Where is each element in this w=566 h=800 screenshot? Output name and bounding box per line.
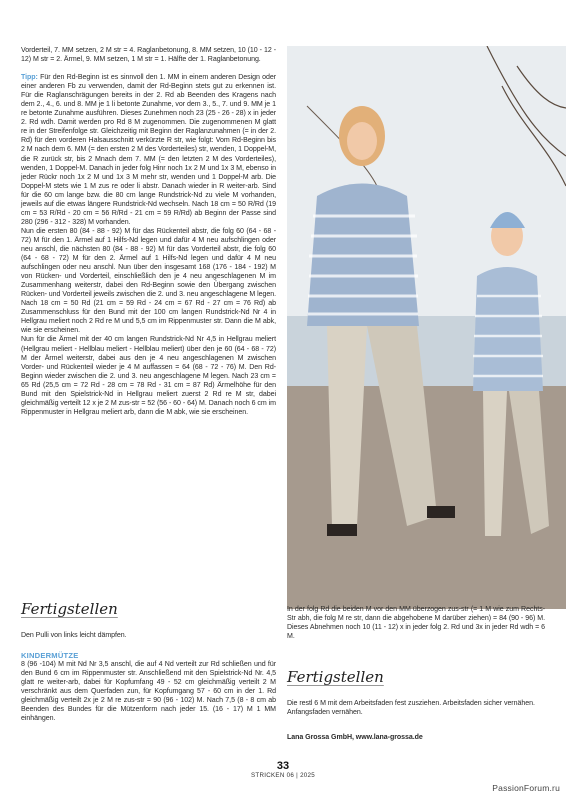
magazine-name: STRICKEN 06 | 2025 xyxy=(250,772,316,779)
body-paragraph-2: Nun die ersten 80 (84 - 88 - 92) M für das Rückenteil abstr, die folg 60 (64 - 68 - 72) M für den 1. Ärmel auf 1 Hilfs-Nd legen und dafür 4 M neu aufschlingen oder neu anschl, die nächsten 80 (84 - 88 - 92) M für das Vorderteil abstr, die folg 60 (64 - 68 - 72) M für den 2. Ärmel auf 1 Hilfs-Nd legen und dafür 4 M neu aufschlingen oder neu anschl. Nun über den insgesamt 168 (176 - 184 - 192) M von Rücken- und Vorderteil, einschließlich den je 4 neu angeschlagenen M im Zusammenhang weiterstr, dabei den Rd-Beginn sowie den Übergang zwischen Rücken- und Vorderteil jeweils zwischen die 2. und 3. neu angeschlagene M legen. Nach 18 cm = 50 Rd (21 cm = 59 Rd - 24 cm = 67 Rd - 27 cm = 76 Rd) ab Zusammenschluss für den Bund mit der 100 cm langen Rundstrick-Nd Nr 4 in Hellgrau meliert noch 2 Rd re M und 5,5 cm im Rippenmuster str. Dann die M abk, wie sie erscheinen. xyxy=(21,227,276,335)
right-continuation: In der folg Rd die beiden M vor den MM überzogen zus-str (= 1 M wie zum Rechts-Str abh, die folg M re str, dann die abgehobene M darüber ziehen) = 84 (90 - 96) M. Dieses Abnehmen noch 10 (11 - 12) x in jeder folg 2. Rd und 3x in jeder Rd wdh = 6 M. xyxy=(287,606,545,641)
hat-heading: KINDERMÜTZE xyxy=(21,651,79,660)
hat-section xyxy=(21,651,276,723)
finish-heading-right: Fertigstellen xyxy=(287,668,384,686)
page-footer xyxy=(0,760,566,779)
tip-body: Für den Rd-Beginn ist es sinnvoll den 1. MM in einem anderen Design oder einer anderen Fb zu verwenden, damit der Rd-Beginn stets gut zu erkennen ist. Für die Raglanschrägungen bereits in der 2. Rd ab Beenden des Kragens nach dem 2., 4., 6. und 8. MM je 1 li betonte Zunahme, vor dem 3., 5., 7. und 9. MM je 1 re betonte Zunahme ausführen. Dieses Zunehmen noch 23 (25 - 26 - 28) x in jeder 2. Rd wdh. Damit werden pro Rd 8 M zugenommen. Die zugenommenen M glatt re in der Streifenfolge str. Gleichzeitig mit Beginn der Raglanzunahmen (= in der 2. Rd) für den vorderen Halsausschnitt verkürzte R str, wie folgt: Vom Rd-Beginn bis 2 M nach dem 6. MM (= den ersten 2 M des Vorderteiles) str, wenden, 1 Doppel-M, die R zurück str, bis 2 Mnach dem 7. MM (= den letzten 2 M des Vorderteiles), wenden, 1 Doppel-M. Danach in jeder folg Hinr noch 1x 2 M und 1x 3 M, ebenso in jeder Rückr noch 1x 2 M und 1x 3 M mehr str, wenden und 1 Doppel-M arb. Die Doppel-M stets wie 1 M zus re oder li abstr. Danach wieder in R weiter-arb. Sind für die 60 cm lange bzw. die 80 cm lange Rundstrick-Nd zu viele M vorhanden, jeweils auf die etwas längere Rundstrick-Nd wechseln. Nach 18 cm = 50 R/Rd (19 cm = 53 R/Rd - 20 cm = 56 R/Rd - 21 cm = 59 R/Rd) ab Beginn der Passe sind 280 (296 - 312 - 328) M vorhanden. xyxy=(21,74,276,226)
finish-heading-left: Fertigstellen xyxy=(21,600,118,618)
finish-text-right: Die restl 6 M mit dem Arbeitsfaden fest zusziehen. Arbeitsfaden sicher vernähen. Anfangsfaden vernähen. xyxy=(287,700,535,717)
photo-illustration xyxy=(287,46,566,609)
intro-paragraph: Vorderteil, 7. MM setzen, 2 M str = 4. Raglanbetonung, 8. MM setzen, 10 (10 - 12 - 12) M str = 2. Ärmel, 9. MM setzen, 1 M str = 1. Hälfte der 1. Raglanbetonung. xyxy=(21,47,276,64)
right-column xyxy=(287,605,545,641)
finish-text-left: Den Pulli von links leicht dämpfen. xyxy=(21,632,127,639)
watermark: PassionForum.ru xyxy=(492,783,560,793)
hat-text: 8 (96 -104) M mit Nd Nr 3,5 anschl, die auf 4 Nd verteilt zur Rd schließen und für den Bund 6 cm im Rippenmuster str. Anschließend mit den Spielstrick-Nd Nr. 4,5 glatt re weiter-arb, dabei für Kopfumfang 49 - 52 cm gleichmäßig verteilt 2 M verschränkt aus dem Querfaden zun, für Kopfumgang 57 - 60 cm in der 1. Rd gleichmäßig verteilt 2x je 2 M re zus-str = 90 (96 - 102) M. Nach 7,5 (8 - 8 cm ab Beenden des Bundes für die Mützenform nach jeder 15. (16 - 17) M 1 MM einhängen. xyxy=(21,661,276,723)
page-number: 33 xyxy=(276,760,290,772)
photo-mother-daughter xyxy=(287,46,566,609)
body-paragraph-3: Nun für die Ärmel mit der 40 cm langen Rundstrick-Nd Nr 4,5 in Hellgrau meliert (Hellgrau meliert - Hellblau meliert - Hellblau meliert) über den je 60 (64 - 68 - 72) M der Ärmel weiterstr, dabei aus den je 4 neu angeschlagenen M zwischen Vorder- und Rückenteil wieder je 4 M auffassen = 64 (68 - 72 - 76) M. Den Rd-Beginn wieder zwischen die 2. und 3. neu angeschlagene M legen. Nach 23 cm = 65 Rd (25,5 cm = 72 Rd - 28 cm = 78 Rd - 31 cm = 87 Rd) Ärmelhöhe für den Bund mit den Spielstrick-Nd in Hellgrau meliert zuerst 2 Rd re M str, dabei gleichmäßig verteilt 12 x je 2 M zus-str = 52 (56 - 60 - 64) M. Danach noch 6 cm im Rippenmuster in Hellgrau meliert arb, dann die M abk, wie sie erscheinen. xyxy=(21,336,276,416)
credit-line: Lana Grossa GmbH, www.lana-grossa.de xyxy=(287,734,423,741)
left-column xyxy=(21,46,276,417)
tip-label: Tipp: xyxy=(21,74,38,82)
tip-paragraph xyxy=(21,73,276,227)
